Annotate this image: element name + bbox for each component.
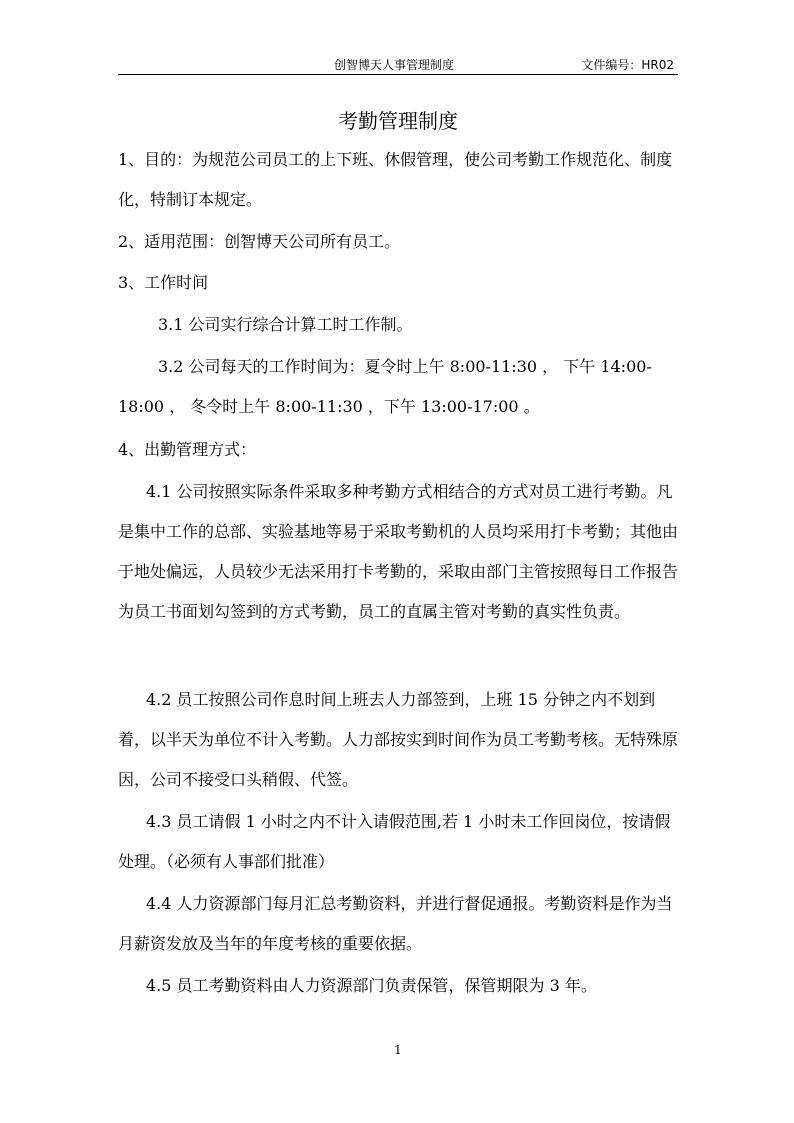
page-number: 1 xyxy=(394,1043,402,1057)
document-title: 考勤管理制度 xyxy=(338,109,458,133)
section-attendance-4-1: 4.1 公司按照实际条件采取多种考勤方式相结合的方式对员工进行考勤。凡是集中工作的总部、实验基地等易于采取考勤机的人员均采用打卡考勤；其他由于地处偏远，人员较少无法采用打卡考勤的，采取由部门主管按照每日工作报告为员工书面划勾签到的方式考勤，员工的直属主管对考勤的真实性负责。 xyxy=(118,482,679,621)
header-document-name: 创智博天人事管理制度 xyxy=(334,58,455,72)
section-attendance-4-3: 4.3 员工请假 1 小时之内不计入请假范围,若 1 小时未工作回岗位，按请假处理。（必须有人事部们批准） xyxy=(118,812,671,871)
section-attendance-4-2: 4.2 员工按照公司作息时间上班去人力部签到，上班 15 分钟之内不划到着，以半天为单位不计入考勤。人力部按实到时间作为员工考勤考核。无特殊原因，公司不接受口头稍假、代签。 xyxy=(118,690,679,789)
section-work-time-heading: 3、工作时间 xyxy=(118,273,209,292)
section-work-time-3-2: 3.2 公司每天的工作时间为：夏令时上午 8:00-11:30 ， 下午 14:00-18:00 ， 冬令时上午 8:00-11:30 ，下午 13:00-17:00 。 xyxy=(118,357,652,416)
section-work-time-3-1: 3.1 公司实行综合计算工时工作制。 xyxy=(158,315,413,334)
section-scope: 2、适用范围：创智博天公司所有员工。 xyxy=(118,232,401,251)
page-header xyxy=(118,56,678,76)
header-document-code: 文件编号：HR02 xyxy=(581,58,674,72)
section-attendance-4-5: 4.5 员工考勤资料由人力资源部门负责保管，保管期限为 3 年。 xyxy=(146,976,597,995)
section-purpose: 1、目的：为规范公司员工的上下班、休假管理，使公司考勤工作规范化、制度化，特制订本规定。 xyxy=(118,150,673,209)
section-attendance-4-4: 4.4 人力资源部门每月汇总考勤资料，并进行督促通报。考勤资料是作为当月薪资发放及当年的年度考核的重要依据。 xyxy=(118,894,673,953)
header-divider xyxy=(118,74,678,75)
section-attendance-heading: 4、出勤管理方式： xyxy=(118,440,257,459)
